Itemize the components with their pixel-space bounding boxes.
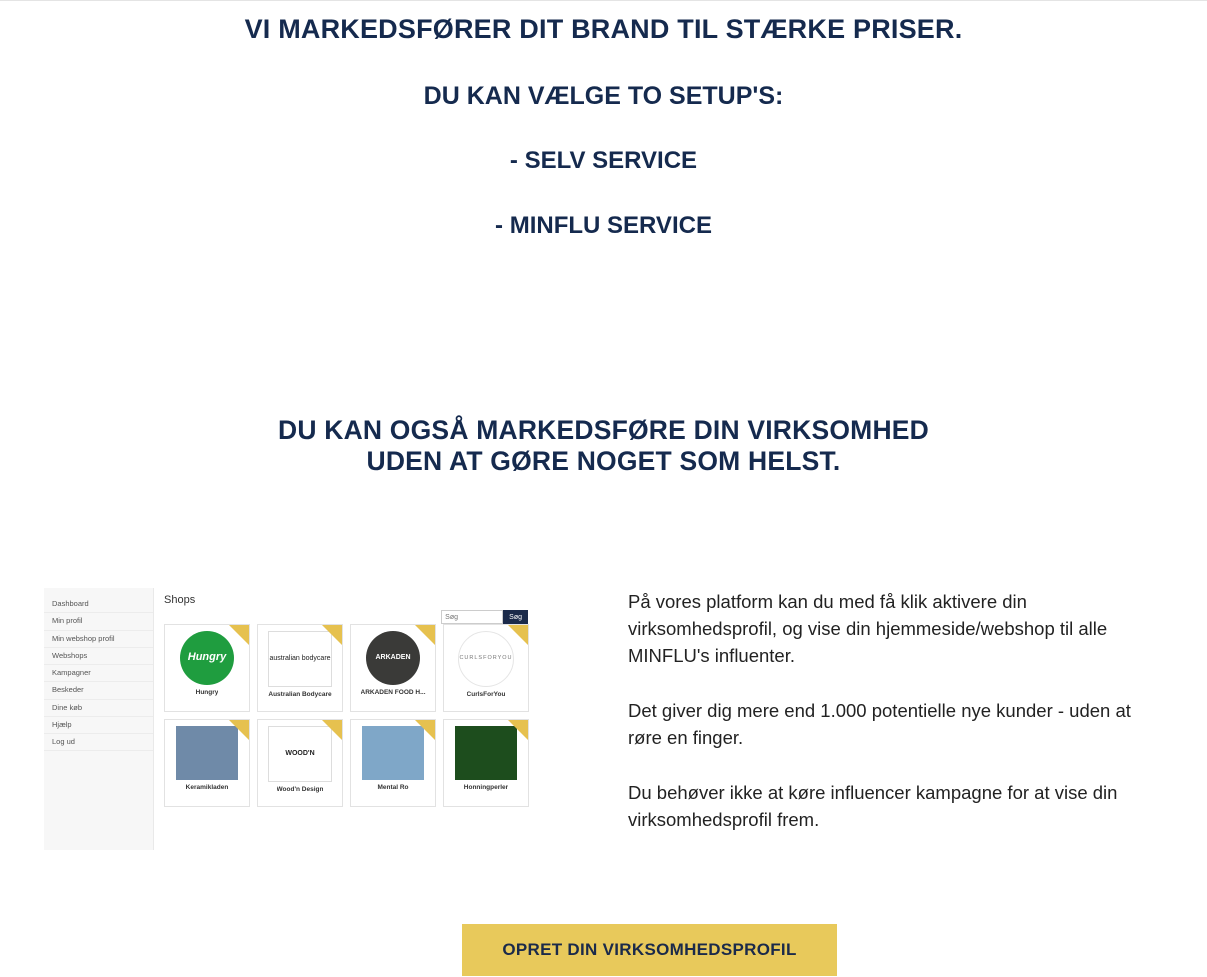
corner-ribbon-icon xyxy=(229,720,249,740)
shop-logo: WOOD'N xyxy=(268,726,332,782)
sidebar-item-min-webshop-profil[interactable]: Min webshop profil xyxy=(44,631,153,648)
shops-grid xyxy=(164,624,546,807)
shop-logo: Hungry xyxy=(180,631,234,685)
screenshot-column xyxy=(0,588,560,850)
hero-headline-2: DU KAN VÆLGE TO SETUP'S: xyxy=(423,82,784,111)
corner-ribbon-icon xyxy=(229,625,249,645)
shop-name: ARKADEN FOOD H... xyxy=(360,689,426,696)
shop-name: Australian Bodycare xyxy=(268,691,332,698)
sub-headline-line-2: UDEN AT GØRE NOGET SOM HELST. xyxy=(366,445,841,476)
hero-option-selv-service: - SELV SERVICE xyxy=(509,147,698,175)
corner-ribbon-icon xyxy=(508,720,528,740)
body-paragraph-3: Du behøver ikke at køre influencer kampagne for at vise din virksomhedsprofil frem. xyxy=(628,782,1118,830)
shop-card[interactable] xyxy=(257,719,343,807)
shop-name: Mental Ro xyxy=(377,784,409,791)
shop-logo: ARKADEN xyxy=(366,631,420,685)
hero-option-minflu-service: - MINFLU SERVICE xyxy=(495,212,712,240)
shop-logo: CURLSFORYOU xyxy=(458,631,514,687)
shop-card[interactable] xyxy=(164,719,250,807)
cta-section xyxy=(0,924,1207,976)
create-business-profile-button[interactable]: OPRET DIN VIRKSOMHEDSPROFIL xyxy=(462,924,836,976)
corner-ribbon-icon xyxy=(415,720,435,740)
hero-headline-1: VI MARKEDSFØRER DIT BRAND TIL STÆRKE PRISER. xyxy=(244,14,963,44)
shop-name: CurlsForYou xyxy=(466,691,506,698)
sidebar-item-dashboard[interactable]: Dashboard xyxy=(44,596,153,613)
shop-card[interactable] xyxy=(443,624,529,712)
corner-ribbon-icon xyxy=(322,720,342,740)
corner-ribbon-icon xyxy=(415,625,435,645)
platform-screenshot xyxy=(44,588,546,850)
sidebar-item-min-profil[interactable]: Min profil xyxy=(44,613,153,630)
shop-name: Honningperler xyxy=(463,784,509,791)
sidebar-item-beskeder[interactable]: Beskeder xyxy=(44,682,153,699)
corner-ribbon-icon xyxy=(508,625,528,645)
shops-title: Shops xyxy=(164,594,196,606)
sub-headline-line-1: DU KAN OGSÅ MARKEDSFØRE DIN VIRKSOMHED xyxy=(278,414,929,445)
sidebar-item-dine-kob[interactable]: Dine køb xyxy=(44,700,153,717)
sidebar-item-hjaelp[interactable]: Hjælp xyxy=(44,717,153,734)
shop-card[interactable] xyxy=(443,719,529,807)
shop-card[interactable] xyxy=(350,719,436,807)
shop-name: Keramikladen xyxy=(185,784,229,791)
body-paragraph-2: Det giver dig mere end 1.000 potentielle nye kunder - uden at røre en finger. xyxy=(628,700,1131,748)
shop-name: Wood'n Design xyxy=(276,786,324,793)
hero-section xyxy=(0,1,1207,241)
shops-search xyxy=(441,610,528,624)
body-paragraph-1: På vores platform kan du med få klik aktivere din virksomhedsprofil, og vise din hjemmeside/webshop til alle MINFLU's influenter. xyxy=(628,591,1108,666)
sub-headline-section xyxy=(0,415,1207,477)
shop-logo: australian bodycare xyxy=(268,631,332,687)
shop-card[interactable] xyxy=(164,624,250,712)
content-section xyxy=(0,588,1207,850)
body-copy-column xyxy=(560,588,1160,833)
sidebar-item-kampagner[interactable]: Kampagner xyxy=(44,665,153,682)
screenshot-main xyxy=(154,588,546,850)
sidebar-item-log-ud[interactable]: Log ud xyxy=(44,734,153,751)
search-input[interactable] xyxy=(441,610,503,624)
sidebar-item-webshops[interactable]: Webshops xyxy=(44,648,153,665)
screenshot-sidebar xyxy=(44,588,154,850)
shop-card[interactable] xyxy=(350,624,436,712)
corner-ribbon-icon xyxy=(322,625,342,645)
search-button[interactable]: Søg xyxy=(503,610,528,624)
shop-name: Hungry xyxy=(195,689,219,696)
shop-card[interactable] xyxy=(257,624,343,712)
